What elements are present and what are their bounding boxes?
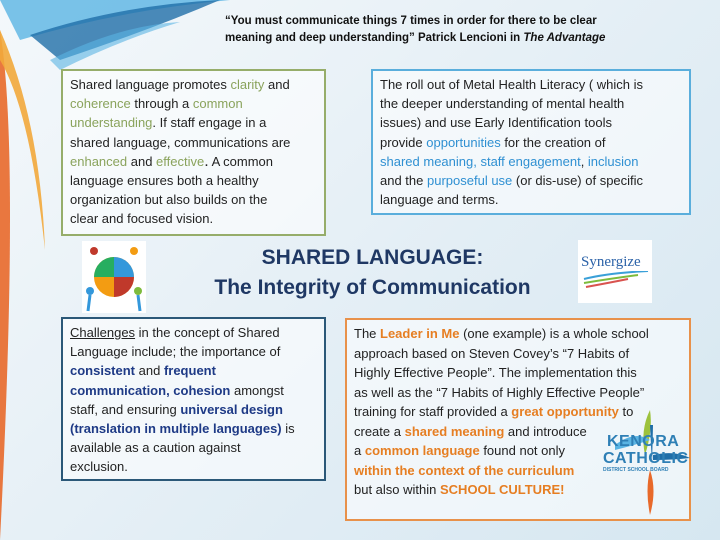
body-text: The roll out of Metal Health Literacy ( which is the deeper understanding of mental health issues) and use Early Identification tools provide <box>380 77 643 150</box>
body-text: through a <box>130 96 193 112</box>
synergize-logo <box>578 240 652 303</box>
body-text: in the concept of Shared Language include; the importance of <box>70 325 281 360</box>
highlighted-text: enhanced <box>70 153 128 169</box>
highlighted-text: Leader in Me <box>380 326 460 341</box>
catholic-text: CATHOLIC <box>603 450 689 467</box>
body-text: A common language ensures both a healthy organization but also builds on the clear and focused vision. <box>70 153 273 227</box>
highlighted-text: within the context of the curriculum <box>354 462 575 478</box>
title-line-2: The Integrity of Communication <box>214 276 531 299</box>
body-text: amongst staff, and ensuring <box>70 382 284 417</box>
body-text: and <box>135 363 164 379</box>
quote-book-title: The Advantage <box>523 32 606 44</box>
quote <box>225 13 665 47</box>
page-title <box>170 243 575 303</box>
body-text: . <box>204 152 209 170</box>
body-text: , <box>580 153 588 169</box>
highlighted-text: coherence <box>70 96 131 112</box>
quote-line-2: meaning and deep understanding” Patrick Lencioni in <box>225 32 524 44</box>
body-text: for the creation of <box>504 134 606 150</box>
highlighted-text: universal design (translation in multiple languages) <box>70 401 283 437</box>
highlighted-text: consistent <box>70 363 136 379</box>
body-text: but also within <box>354 482 437 497</box>
body-text: and introduce a <box>354 423 587 458</box>
body-text: to create a <box>354 404 634 439</box>
highlighted-text: purposeful use <box>427 173 513 189</box>
body-text: The <box>354 326 381 341</box>
body-text: is available as a caution against exclusion. <box>70 421 295 475</box>
challenges-box <box>61 317 326 481</box>
kenora-text: KENORA <box>607 433 680 450</box>
mental-health-literacy-box <box>371 69 691 215</box>
district-school-board-text: DISTRICT SCHOOL BOARD <box>603 467 669 473</box>
body-text: and the <box>380 173 424 189</box>
quote-line-1: “You must communicate things 7 times in order for there to be clear <box>225 15 597 27</box>
highlighted-text: common language <box>364 443 480 458</box>
body-text: (or dis-use) of specific language and terms. <box>380 173 644 208</box>
body-text: and <box>268 77 290 92</box>
puzzle-globe-icon <box>82 241 146 313</box>
highlighted-text: SCHOOL CULTURE! <box>440 482 565 497</box>
title-line-1: SHARED LANGUAGE: <box>261 246 484 269</box>
highlighted-text: shared meaning, staff engagement <box>380 153 581 169</box>
highlighted-text: great opportunity <box>511 404 619 419</box>
highlighted-text: frequent communication, cohesion <box>70 363 231 398</box>
highlighted-text: common understanding <box>70 96 243 131</box>
synergize-swoosh-icon <box>578 271 652 296</box>
highlighted-text: clarity <box>230 77 265 92</box>
highlighted-text: inclusion <box>587 153 639 169</box>
body-text: (one example) is a whole school approach based on Steven Covey’s “7 Habits of Highly Effective People”. The implementation this as well as the “7 Habits of Highly Effective People” training for staff provided a <box>354 326 649 419</box>
body-text: and <box>127 153 157 169</box>
puzzle-people-image <box>82 241 146 313</box>
highlighted-text: effective <box>156 153 205 169</box>
kenora-catholic-logo <box>595 410 695 515</box>
body-text: found not only <box>483 443 565 458</box>
highlighted-text: opportunities <box>426 134 501 150</box>
highlighted-text: Challenges <box>70 325 136 340</box>
shared-language-box <box>61 69 326 236</box>
highlighted-text: shared meaning <box>404 423 505 439</box>
synergize-logo-text: Synergize <box>581 254 641 270</box>
body-text: . If staff engage in a shared language, communications are <box>70 115 291 150</box>
body-text: Shared language promotes <box>70 77 231 92</box>
